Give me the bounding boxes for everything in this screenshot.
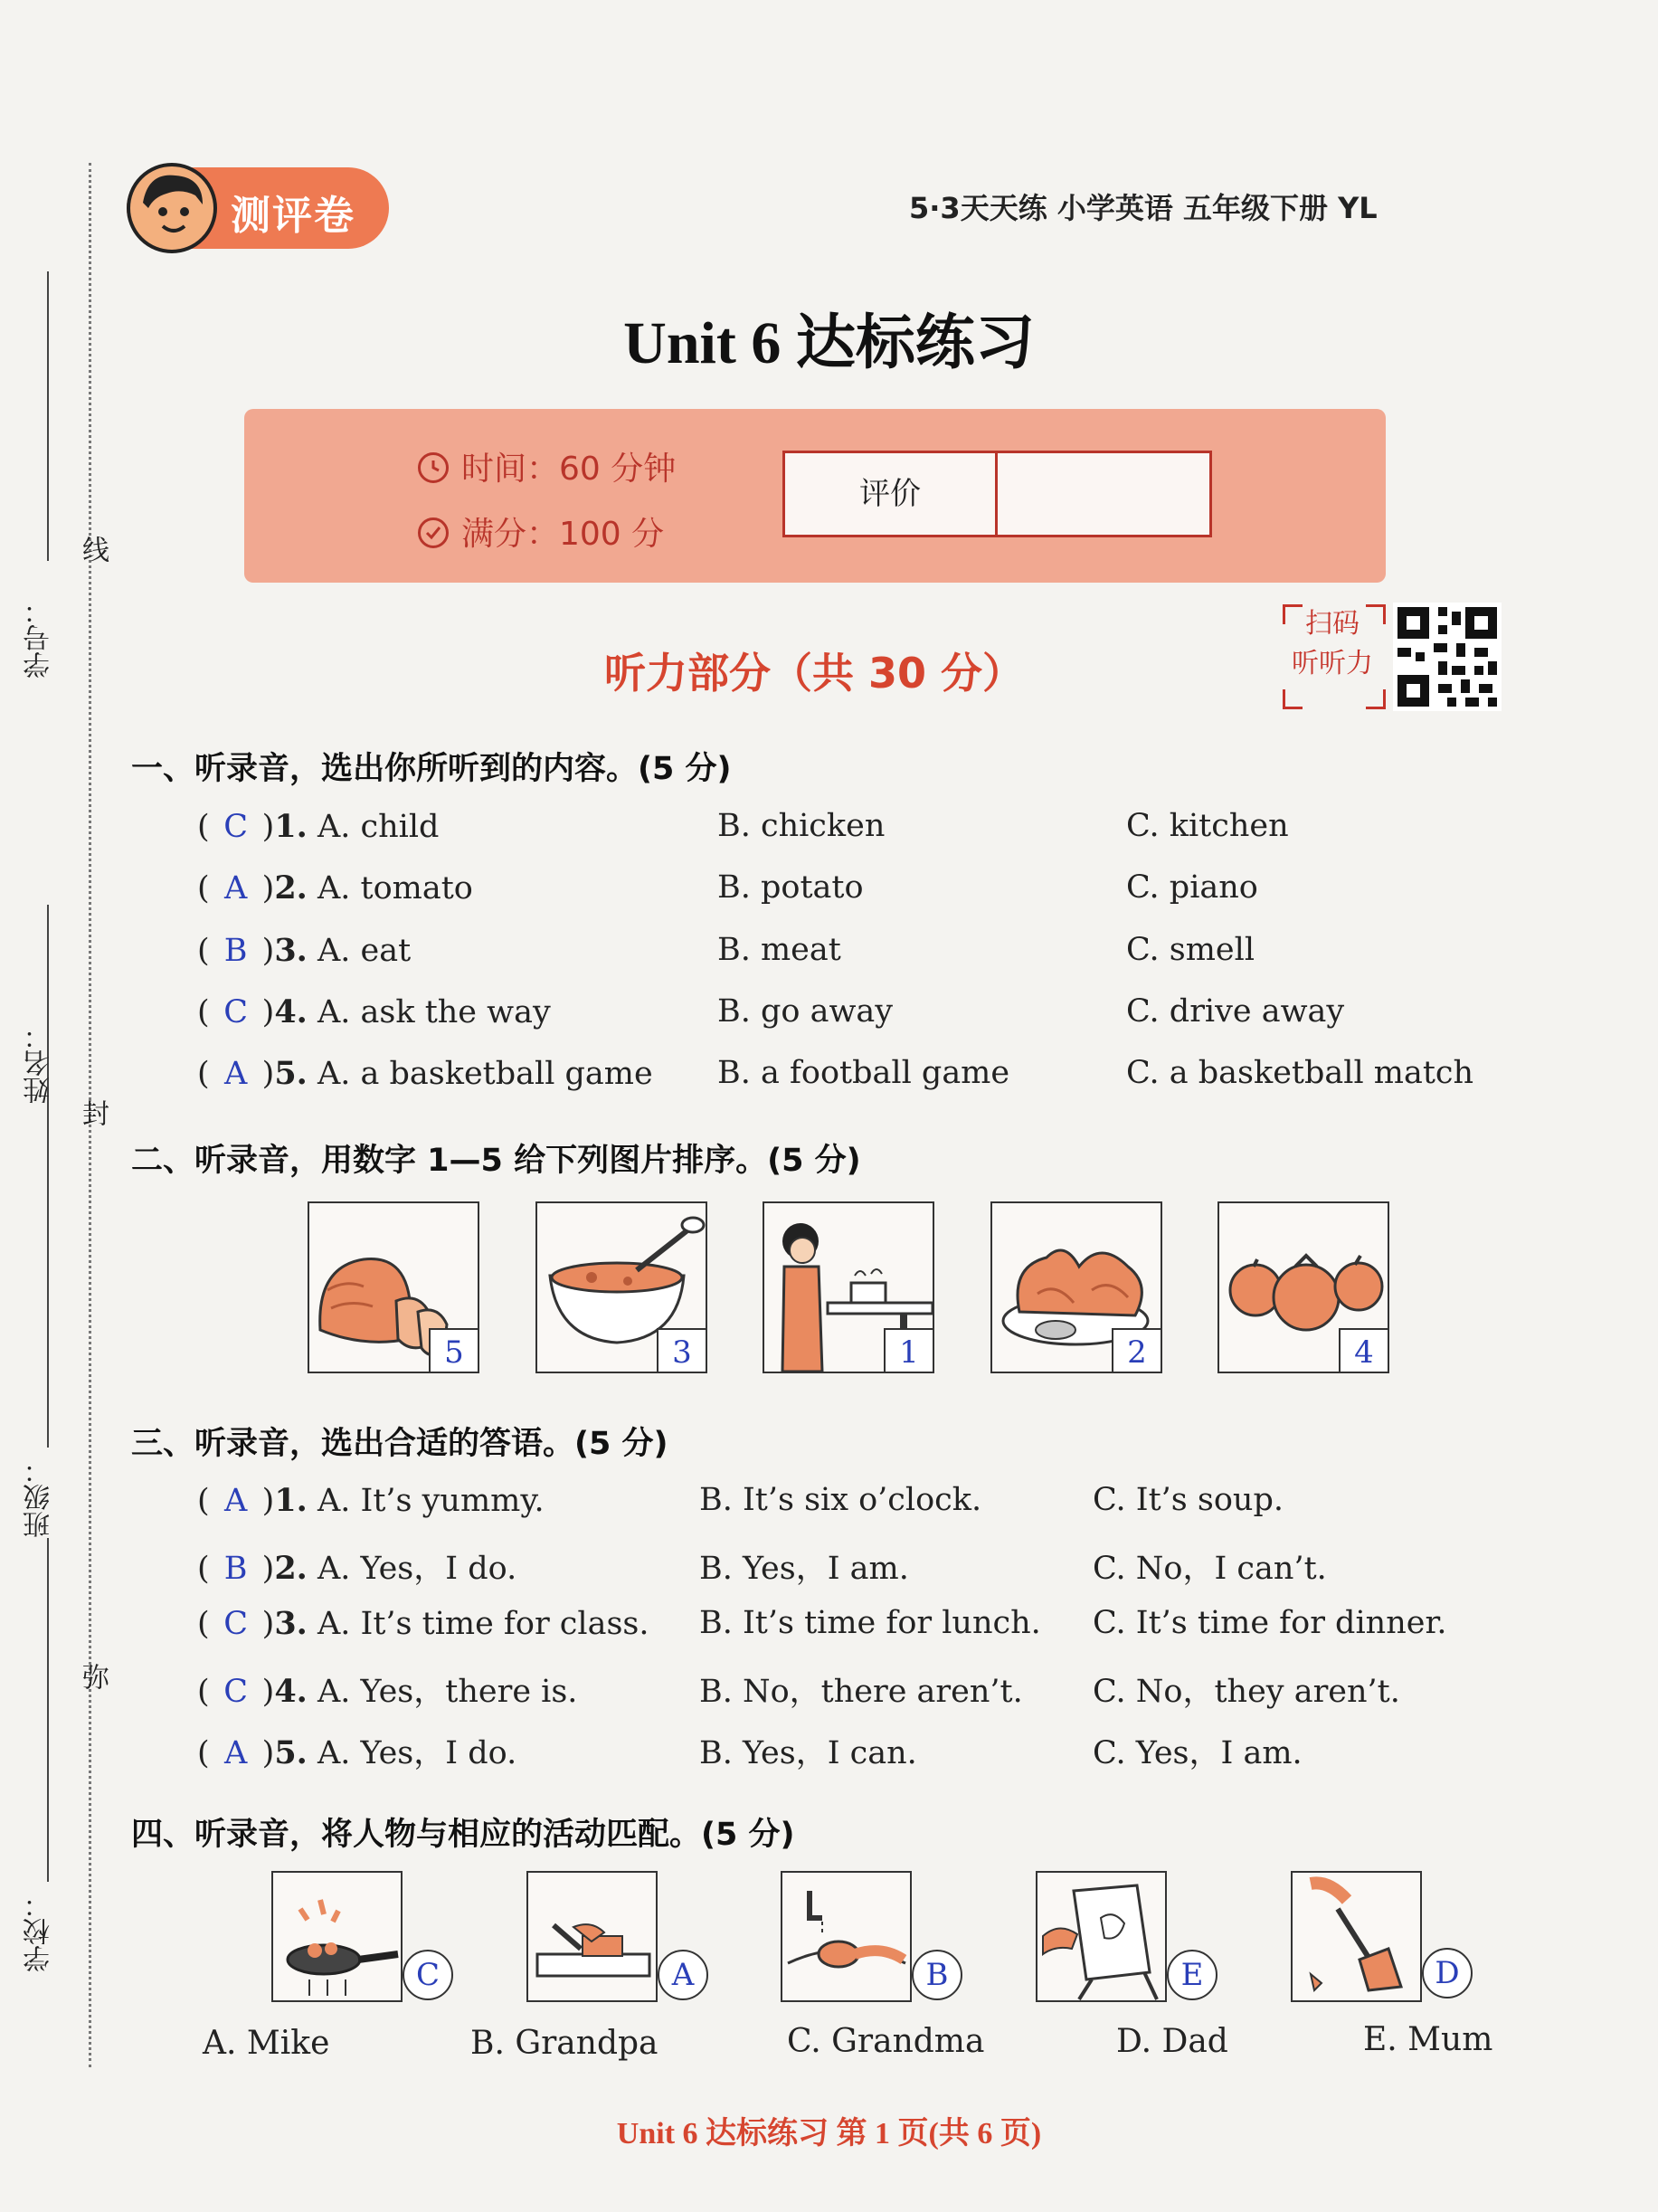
order-number: 5 (429, 1328, 479, 1373)
answer-mark: A (224, 870, 248, 907)
part1-item: ( C )1. A. child (197, 808, 440, 845)
qr-code-icon[interactable] (1393, 603, 1502, 711)
order-number: 1 (884, 1328, 934, 1373)
qr-bracket (1366, 689, 1386, 709)
option-a: A. ask the way (317, 994, 551, 1030)
part3-title: 三、听录音，选出合适的答语。(5 分) (131, 1426, 668, 1462)
vegetables-icon (990, 1201, 1162, 1373)
question-number: 1. (274, 1482, 308, 1519)
student-id-label: 学号： (24, 597, 55, 679)
option-c: C. piano (1126, 869, 1258, 906)
name-label: 姓名： (24, 1022, 55, 1104)
time-info (418, 443, 676, 489)
option-a: A. tomato (317, 870, 473, 907)
check-icon (418, 517, 449, 548)
person-option: E. Mum (1363, 2021, 1493, 2058)
person-option: C. Grandma (787, 2023, 985, 2060)
option-c: C. drive away (1126, 993, 1345, 1030)
option-b: B. chicken (717, 808, 886, 844)
field-underline (47, 1258, 49, 1448)
question-number: 5. (274, 1055, 308, 1092)
sweeping-broom-icon (1291, 1871, 1422, 2002)
part3-item: ( C )4. A. Yes，there is. (197, 1673, 578, 1710)
school-label: 学校： (24, 1891, 55, 1972)
option-b: B. It’s time for lunch. (699, 1605, 1041, 1641)
part1-item: ( A )2. A. tomato (197, 869, 473, 907)
painting-easel-icon (1036, 1871, 1167, 2002)
match-letter: E (1167, 1950, 1217, 2000)
person-option: A. Mike (203, 2025, 330, 2062)
cut-word-close: 弥 (77, 1663, 109, 1690)
part4-title: 四、听录音，将人物与相应的活动匹配。(5 分) (131, 1817, 795, 1853)
part3-item: ( B )2. A. Yes，I do. (197, 1550, 517, 1587)
option-b: B. a football game (717, 1055, 1010, 1091)
qr-bracket (1283, 604, 1303, 624)
answer-mark: C (223, 1674, 249, 1710)
question-number: 3. (274, 1605, 308, 1642)
time-text: 时间：60 分钟 (461, 451, 677, 488)
order-number: 4 (1339, 1328, 1389, 1373)
question-number: 2. (274, 1550, 308, 1587)
match-letter: C (403, 1950, 453, 2000)
qr-bracket (1283, 689, 1303, 709)
option-c: C. It’s soup. (1093, 1482, 1284, 1518)
option-a: A. eat (317, 933, 412, 969)
tomatoes-icon (1217, 1201, 1389, 1373)
order-number: 2 (1112, 1328, 1162, 1373)
badge-label: 测评卷 (231, 193, 355, 239)
class-label: 班级： (24, 1457, 55, 1538)
question-number: 4. (274, 993, 308, 1030)
option-a: A. It’s yummy. (317, 1483, 545, 1519)
listening-section-title: 听力部分（共 30 分） (603, 649, 1025, 698)
qr-bracket (1366, 604, 1386, 624)
part3-item: ( C )3. A. It’s time for class. (197, 1605, 649, 1642)
answer-mark: C (223, 809, 249, 845)
series-info: 5·3天天练 小学英语 五年级下册 YL (909, 191, 1378, 225)
part3-item: ( A )1. A. It’s yummy. (197, 1482, 545, 1519)
frying-pan-icon (271, 1871, 403, 2002)
cut-word-line: 线 (77, 536, 109, 563)
option-b: B. potato (717, 869, 864, 906)
part1-item: ( C )4. A. ask the way (197, 993, 551, 1030)
soup-bowl-icon (535, 1201, 707, 1373)
answer-mark: B (223, 933, 248, 969)
option-c: C. No，they aren’t. (1093, 1674, 1400, 1710)
option-a: A. a basketball game (317, 1056, 653, 1092)
option-b: B. go away (717, 993, 894, 1030)
option-c: C. Yes，I am. (1093, 1735, 1303, 1771)
cut-word-seal: 封 (77, 1099, 109, 1126)
question-number: 4. (274, 1673, 308, 1710)
option-c: C. No，I can’t. (1093, 1551, 1327, 1587)
page-footer: Unit 6 达标练习 第 1 页(共 6 页) (616, 2117, 1042, 2150)
option-c: C. smell (1126, 932, 1255, 968)
evaluation-box (782, 451, 1212, 537)
answer-mark: A (224, 1735, 248, 1771)
part1-item: ( A )5. A. a basketball game (197, 1055, 653, 1092)
match-letter: D (1422, 1948, 1473, 1998)
mascot-icon (127, 163, 217, 253)
match-letter: A (658, 1950, 708, 2000)
option-a: A. Yes，there is. (317, 1674, 578, 1710)
person-option: D. Dad (1116, 2023, 1228, 2060)
evaluation-label: 评价 (785, 453, 998, 535)
option-b: B. No，there aren’t. (699, 1674, 1023, 1710)
option-b: B. Yes，I can. (699, 1735, 917, 1771)
question-number: 3. (274, 932, 308, 969)
washing-dishes-icon (781, 1871, 912, 2002)
answer-mark: B (223, 1551, 248, 1587)
answer-mark: A (224, 1056, 248, 1092)
option-a: A. child (317, 809, 440, 845)
part1-item: ( B )3. A. eat (197, 932, 412, 969)
option-c: C. a basketball match (1126, 1055, 1474, 1091)
field-underline (47, 1538, 49, 1882)
question-number: 1. (274, 808, 308, 845)
score-text: 满分：100 分 (461, 516, 665, 553)
part1-title: 一、听录音，选出你所听到的内容。(5 分) (131, 751, 732, 787)
option-b: B. It’s six o’clock. (699, 1482, 982, 1518)
bread-icon (308, 1201, 479, 1373)
clock-icon (418, 452, 449, 483)
page-title: Unit 6 达标练习 (623, 310, 1035, 376)
score-info (418, 508, 664, 555)
answer-mark: C (223, 1606, 249, 1642)
option-b: B. Yes，I am. (699, 1551, 909, 1587)
cooking-woman-icon (763, 1201, 934, 1373)
option-a: A. Yes，I do. (317, 1551, 517, 1587)
option-a: A. Yes，I do. (317, 1735, 517, 1771)
option-c: C. kitchen (1126, 808, 1289, 844)
question-number: 2. (274, 869, 308, 907)
answer-mark: A (224, 1483, 248, 1519)
question-number: 5. (274, 1734, 308, 1771)
chopping-board-icon (526, 1871, 658, 2002)
match-letter: B (912, 1950, 962, 2000)
option-b: B. meat (717, 932, 841, 968)
option-a: A. It’s time for class. (317, 1606, 649, 1642)
order-number: 3 (657, 1328, 707, 1373)
answer-mark: C (223, 994, 249, 1030)
person-option: B. Grandpa (470, 2025, 658, 2062)
part2-title: 二、听录音，用数字 1—5 给下列图片排序。(5 分) (131, 1143, 861, 1179)
option-c: C. It’s time for dinner. (1093, 1605, 1447, 1641)
part3-item: ( A )5. A. Yes，I do. (197, 1734, 517, 1771)
qr-label-line1: 扫码 (1305, 608, 1360, 640)
qr-label-line2: 听听力 (1292, 648, 1373, 679)
